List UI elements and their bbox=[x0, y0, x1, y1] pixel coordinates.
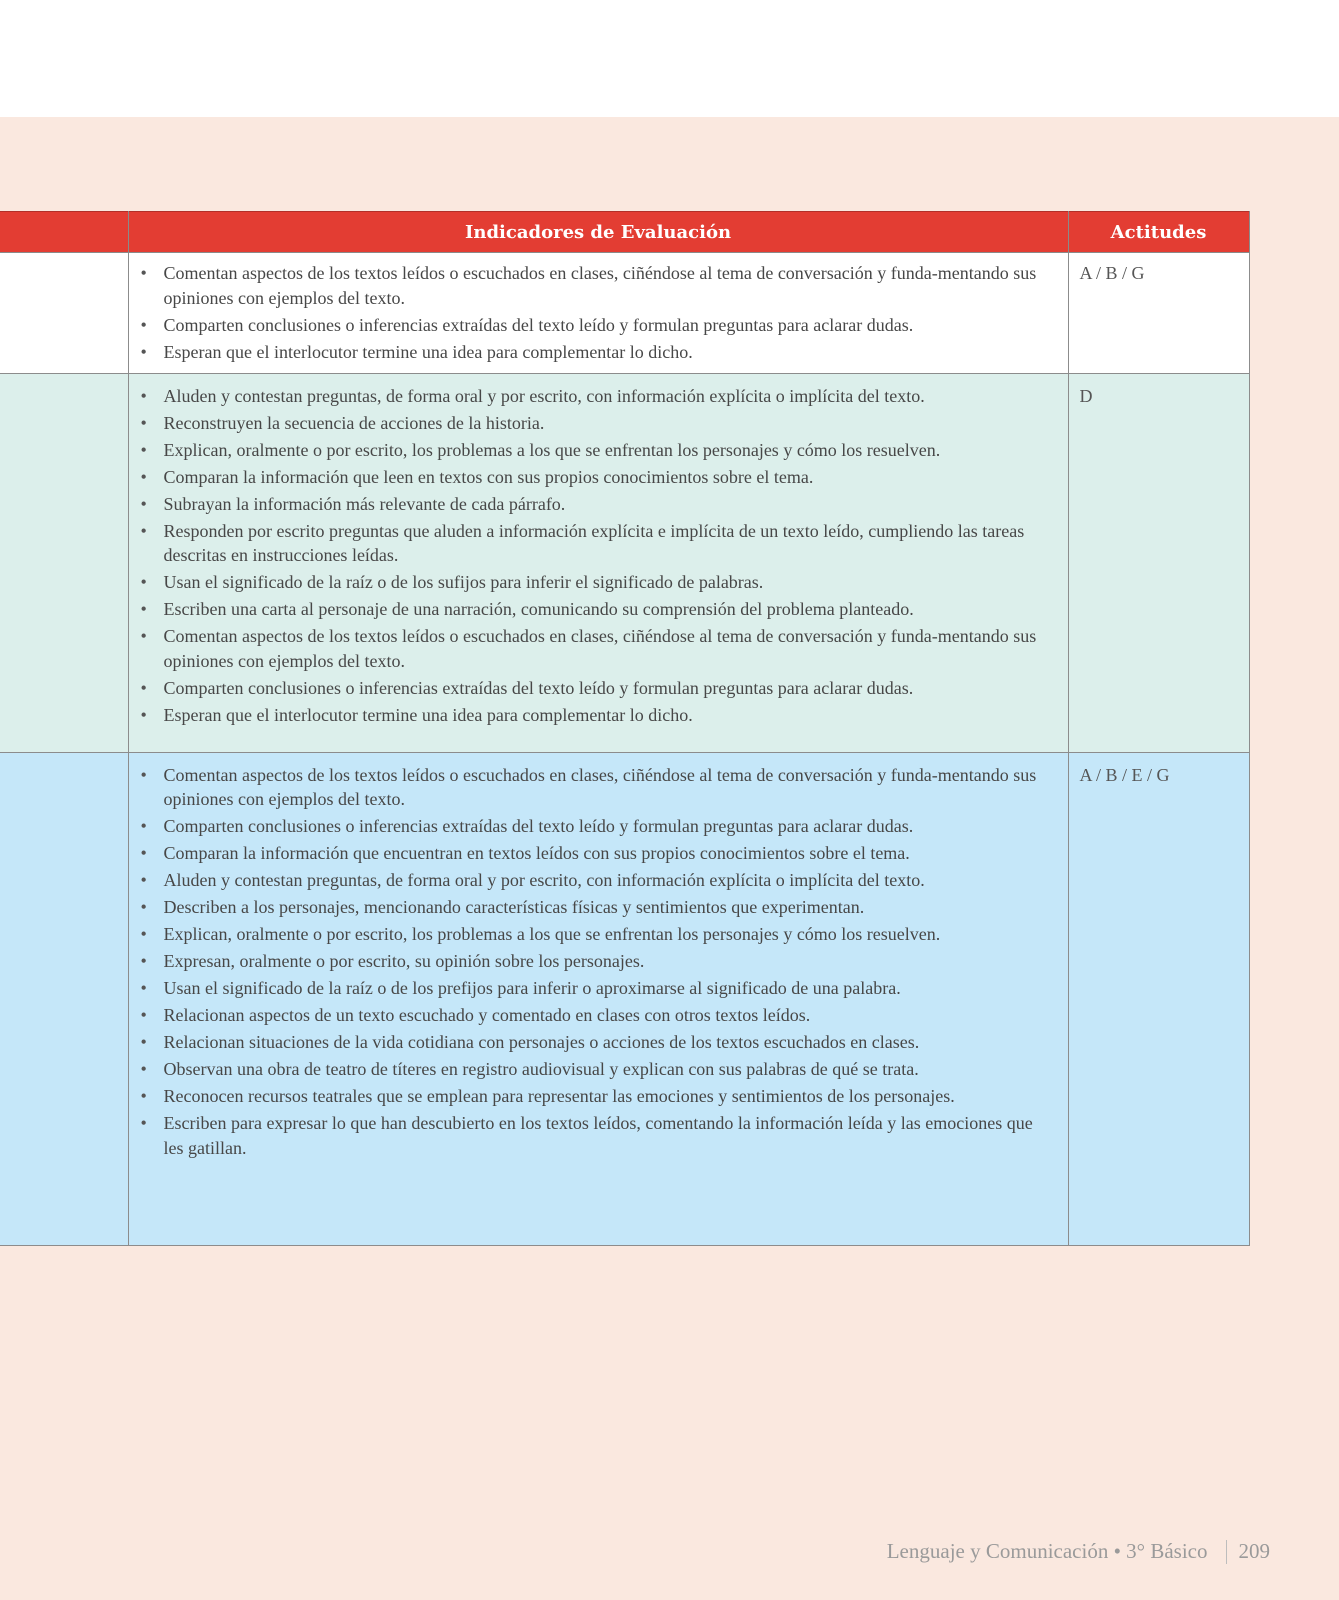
indicator-item: • Aluden y contestan preguntas, de forma oral y por escrito, con información explícita o implícita del texto. bbox=[139, 384, 1056, 409]
row-left-cell bbox=[0, 373, 128, 752]
indicator-item: • Esperan que el interlocutor termine una idea para complementar lo dicho. bbox=[139, 340, 1056, 365]
footer-subject: Lenguaje y Comunicación • 3° Básico bbox=[886, 1539, 1208, 1563]
indicator-list bbox=[139, 763, 1056, 1161]
indicator-item: • Esperan que el interlocutor termine una idea para complementar lo dicho. bbox=[139, 703, 1056, 728]
row-left-cell bbox=[0, 253, 128, 374]
page-footer bbox=[887, 1539, 1270, 1564]
indicator-item: • Explican, oralmente o por escrito, los problemas a los que se enfrentan los personajes y cómo los resuelven. bbox=[139, 922, 1056, 947]
indicator-item: • Comparten conclusiones o inferencias extraídas del texto leído y formulan preguntas para aclarar dudas. bbox=[139, 814, 1056, 839]
attitudes-cell bbox=[1068, 253, 1249, 374]
attitudes-cell bbox=[1068, 752, 1249, 1245]
indicator-item: • Comentan aspectos de los textos leídos o escuchados en clases, ciñéndose al tema de conversación y funda-mentando sus opiniones con ejemplos del texto. bbox=[139, 261, 1056, 310]
attitudes-cell bbox=[1068, 373, 1249, 752]
indicator-item: • Reconocen recursos teatrales que se emplean para representar las emociones y sentimientos de los personajes. bbox=[139, 1084, 1056, 1109]
table-row bbox=[0, 752, 1249, 1245]
indicator-item: • Reconstruyen la secuencia de acciones de la historia. bbox=[139, 411, 1056, 436]
header-indicators: Indicadores de Evaluación bbox=[128, 212, 1068, 253]
indicator-item: • Comparan la información que leen en textos con sus propios conocimientos sobre el tema. bbox=[139, 465, 1056, 490]
indicator-item: • Comparten conclusiones o inferencias extraídas del texto leído y formulan preguntas para aclarar dudas. bbox=[139, 676, 1056, 701]
indicator-item: • Comparan la información que encuentran en textos leídos con sus propios conocimientos sobre el tema. bbox=[139, 841, 1056, 866]
indicators-cell bbox=[128, 373, 1068, 752]
indicator-item: • Comparten conclusiones o inferencias extraídas del texto leído y formulan preguntas para aclarar dudas. bbox=[139, 313, 1056, 338]
attitudes-value: D bbox=[1079, 385, 1093, 406]
indicator-item: • Usan el significado de la raíz o de los prefijos para inferir o aproximarse al significado de una palabra. bbox=[139, 976, 1056, 1001]
indicator-item: • Responden por escrito preguntas que aluden a información explícita e implícita de un texto leído, cumpliendo las tareas descritas en instrucciones leídas. bbox=[139, 519, 1056, 568]
indicators-cell bbox=[128, 752, 1068, 1245]
indicator-item: • Describen a los personajes, mencionando características físicas y sentimientos que experimentan. bbox=[139, 895, 1056, 920]
indicator-item: • Escriben para expresar lo que han descubierto en los textos leídos, comentando la información leída y las emociones que les gatillan. bbox=[139, 1111, 1056, 1160]
attitudes-value: A / B / G bbox=[1079, 263, 1145, 283]
indicator-item: • Observan una obra de teatro de títeres en registro audiovisual y explican con sus palabras de qué se trata. bbox=[139, 1057, 1056, 1082]
footer-divider bbox=[1226, 1540, 1227, 1564]
header-left-cell bbox=[0, 212, 128, 253]
indicator-item: • Relacionan situaciones de la vida cotidiana con personajes o acciones de los textos escuchados en clases. bbox=[139, 1030, 1056, 1055]
indicator-item: • Usan el significado de la raíz o de los sufijos para inferir el significado de palabras. bbox=[139, 570, 1056, 595]
indicator-item: • Comentan aspectos de los textos leídos o escuchados en clases, ciñéndose al tema de conversación y funda-mentando sus opiniones con ejemplos del texto. bbox=[139, 763, 1056, 812]
table-row bbox=[0, 253, 1249, 374]
table-row bbox=[0, 373, 1249, 752]
indicator-item: • Expresan, oralmente o por escrito, su opinión sobre los personajes. bbox=[139, 949, 1056, 974]
indicators-cell bbox=[128, 253, 1068, 374]
indicator-item: • Aluden y contestan preguntas, de forma oral y por escrito, con información explícita o implícita del texto. bbox=[139, 868, 1056, 893]
indicator-list bbox=[139, 261, 1056, 364]
page-number: 209 bbox=[1238, 1539, 1270, 1563]
indicator-item: • Subrayan la información más relevante de cada párrafo. bbox=[139, 492, 1056, 517]
row-left-cell bbox=[0, 752, 128, 1245]
header-attitudes: Actitudes bbox=[1068, 212, 1249, 253]
indicator-item: • Explican, oralmente o por escrito, los problemas a los que se enfrentan los personajes y cómo los resuelven. bbox=[139, 438, 1056, 463]
indicator-item: • Comentan aspectos de los textos leídos o escuchados en clases, ciñéndose al tema de conversación y funda-mentando sus opiniones con ejemplos del texto. bbox=[139, 624, 1056, 673]
indicator-item: • Escriben una carta al personaje de una narración, comunicando su comprensión del problema planteado. bbox=[139, 597, 1056, 622]
evaluation-table bbox=[0, 211, 1250, 1246]
table-header-row bbox=[0, 212, 1249, 253]
indicator-list bbox=[139, 384, 1056, 728]
attitudes-value: A / B / E / G bbox=[1079, 764, 1170, 785]
indicator-item: • Relacionan aspectos de un texto escuchado y comentado en clases con otros textos leídos. bbox=[139, 1003, 1056, 1028]
